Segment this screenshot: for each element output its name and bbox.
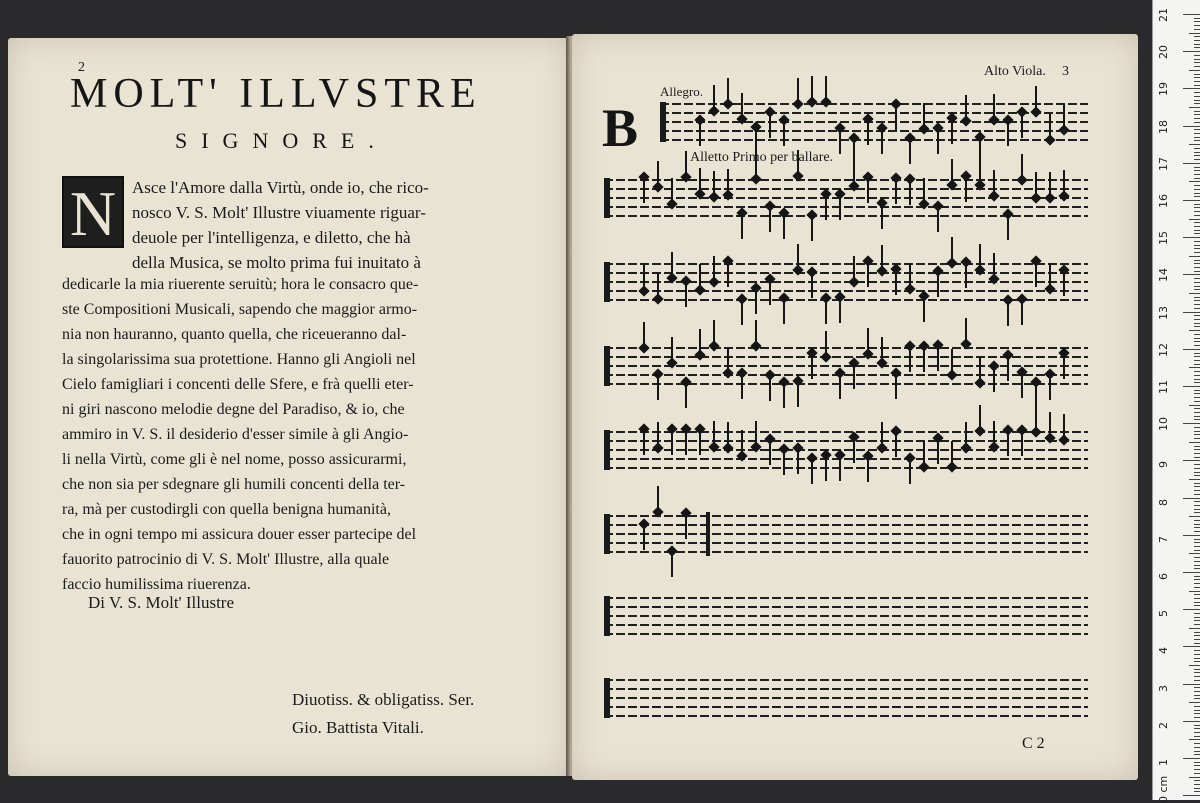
text-line: che in ogni tempo mi assicura douer esser partecipe del <box>62 526 417 543</box>
ruler-minor-tick <box>1194 21 1200 22</box>
page-title: MOLT' ILLVSTRE <box>70 71 482 117</box>
ruler-minor-tick <box>1194 747 1200 748</box>
ruler-tick <box>1183 386 1200 387</box>
ruler-minor-tick <box>1194 241 1200 242</box>
ruler-minor-tick <box>1194 710 1200 711</box>
ruler-minor-tick <box>1194 728 1200 729</box>
text-line: che non sia per sdegnare gli humili concenti della ter- <box>62 476 406 493</box>
staff <box>604 237 1088 326</box>
ruler-minor-tick <box>1194 36 1200 37</box>
ruler-minor-tick <box>1194 524 1200 525</box>
ruler-tick <box>1183 312 1200 313</box>
ruler-minor-tick <box>1194 784 1200 785</box>
ruler-minor-tick <box>1194 248 1200 249</box>
ruler-minor-tick <box>1194 390 1200 391</box>
ruler-minor-tick <box>1194 338 1200 339</box>
ruler-minor-tick <box>1194 565 1200 566</box>
ruler-minor-tick <box>1194 289 1200 290</box>
ruler-minor-tick <box>1194 408 1200 409</box>
text-line: Asce l'Amore dalla Virtù, onde io, che rico- <box>132 178 429 197</box>
ruler-minor-tick <box>1194 706 1200 707</box>
ruler-minor-tick <box>1189 405 1200 406</box>
ruler-number: 4 <box>1157 647 1170 655</box>
ruler-minor-tick <box>1194 472 1200 473</box>
ruler-minor-tick <box>1194 114 1200 115</box>
ruler-minor-tick <box>1194 92 1200 93</box>
ruler-minor-tick <box>1194 661 1200 662</box>
ruler-minor-tick <box>1194 18 1200 19</box>
ruler-minor-tick <box>1194 252 1200 253</box>
ruler-minor-tick <box>1194 74 1200 75</box>
ruler-minor-tick <box>1194 118 1200 119</box>
ruler-minor-tick <box>1194 579 1200 580</box>
ruler-minor-tick <box>1194 725 1200 726</box>
ruler-minor-tick <box>1194 152 1200 153</box>
ruler-minor-tick <box>1194 765 1200 766</box>
text-line: deuole per l'intelligenza, e diletto, che hà <box>132 228 411 247</box>
ruler-minor-tick <box>1194 193 1200 194</box>
printer-signature: C 2 <box>1022 735 1045 752</box>
decorated-initial: N <box>62 176 124 248</box>
ruler-minor-tick <box>1194 189 1200 190</box>
measurement-ruler <box>1152 0 1200 803</box>
ruler-minor-tick <box>1194 323 1200 324</box>
ruler-minor-tick <box>1194 672 1200 673</box>
ruler-tick <box>1183 274 1200 275</box>
ruler-minor-tick <box>1194 490 1200 491</box>
ruler-minor-tick <box>1194 393 1200 394</box>
ruler-minor-tick <box>1194 286 1200 287</box>
ruler-minor-tick <box>1194 326 1200 327</box>
ruler-minor-tick <box>1194 438 1200 439</box>
ruler-minor-tick <box>1194 148 1200 149</box>
ruler-minor-tick <box>1194 613 1200 614</box>
ruler-minor-tick <box>1194 345 1200 346</box>
text-line: ste Compositioni Musicali, sapendo che maggior armo- <box>62 301 418 318</box>
ruler-minor-tick <box>1194 501 1200 502</box>
ruler-minor-tick <box>1194 271 1200 272</box>
ruler-minor-tick <box>1194 185 1200 186</box>
ruler-minor-tick <box>1194 100 1200 101</box>
dance-title: Alletto Primo per ballare. <box>690 150 834 165</box>
ruler-minor-tick <box>1194 222 1200 223</box>
ruler-minor-tick <box>1194 486 1200 487</box>
ruler-minor-tick <box>1194 419 1200 420</box>
ruler-number: 21 <box>1157 8 1170 22</box>
ruler-minor-tick <box>1194 178 1200 179</box>
ruler-minor-tick <box>1194 47 1200 48</box>
ruler-minor-tick <box>1194 676 1200 677</box>
text-line: faccio humilissima riuerenza. <box>62 576 251 593</box>
ruler-number: 15 <box>1157 231 1170 246</box>
ruler-minor-tick <box>1194 40 1200 41</box>
ruler-number: 12 <box>1157 342 1170 357</box>
text-line: della Musica, se molto prima fui inuitato à <box>132 253 421 272</box>
staff <box>604 678 1088 718</box>
ruler-minor-tick <box>1194 230 1200 231</box>
ruler-minor-tick <box>1194 122 1200 123</box>
ruler-minor-tick <box>1194 379 1200 380</box>
ruler-minor-tick <box>1194 278 1200 279</box>
ruler-minor-tick <box>1194 334 1200 335</box>
ruler-minor-tick <box>1194 356 1200 357</box>
ruler-minor-tick <box>1194 155 1200 156</box>
ruler-minor-tick <box>1194 434 1200 435</box>
ruler-minor-tick <box>1194 531 1200 532</box>
ruler-minor-tick <box>1189 665 1200 666</box>
ruler-minor-tick <box>1194 561 1200 562</box>
text-line: fauorito patrocinio di V. S. Molt' Illustre, alla quale <box>62 551 390 568</box>
voice-letter: B <box>602 98 639 158</box>
ruler-minor-tick <box>1194 788 1200 789</box>
ruler-minor-tick <box>1194 717 1200 718</box>
ruler-minor-tick <box>1194 263 1200 264</box>
ruler-minor-tick <box>1194 512 1200 513</box>
left-page-number: 2 <box>78 60 85 75</box>
ruler-minor-tick <box>1194 260 1200 261</box>
ruler-minor-tick <box>1189 107 1200 108</box>
ruler-number: 6 <box>1157 573 1170 580</box>
ruler-tick <box>1183 572 1200 573</box>
ruler-minor-tick <box>1194 446 1200 447</box>
ruler-minor-tick <box>1194 397 1200 398</box>
ruler-minor-tick <box>1194 546 1200 547</box>
ruler-minor-tick <box>1194 468 1200 469</box>
ruler-tick <box>1183 646 1200 647</box>
ruler-minor-tick <box>1194 650 1200 651</box>
ruler-number: 10 <box>1157 417 1170 432</box>
ruler-minor-tick <box>1194 680 1200 681</box>
ruler-minor-tick <box>1194 401 1200 402</box>
ruler-number: 11 <box>1157 380 1170 394</box>
ruler-minor-tick <box>1194 732 1200 733</box>
signature-line: Diuotiss. & obligatiss. Ser. <box>292 690 475 709</box>
ruler-minor-tick <box>1194 77 1200 78</box>
ruler-minor-tick <box>1194 282 1200 283</box>
ruler-number: 3 <box>1157 684 1170 692</box>
clef-mark <box>604 178 610 218</box>
ruler-minor-tick <box>1194 137 1200 138</box>
clef-mark <box>604 346 610 386</box>
ruler-minor-tick <box>1194 542 1200 543</box>
ruler-minor-tick <box>1189 628 1200 629</box>
ruler-minor-tick <box>1194 751 1200 752</box>
ruler-minor-tick <box>1194 568 1200 569</box>
ruler-minor-tick <box>1194 635 1200 636</box>
ruler-minor-tick <box>1194 25 1200 26</box>
ruler-tick <box>1183 423 1200 424</box>
ruler-tick <box>1183 14 1200 15</box>
ruler-minor-tick <box>1194 300 1200 301</box>
ruler-minor-tick <box>1194 453 1200 454</box>
ruler-minor-tick <box>1194 594 1200 595</box>
ruler-minor-tick <box>1194 427 1200 428</box>
ruler-minor-tick <box>1194 44 1200 45</box>
ruler-minor-tick <box>1194 211 1200 212</box>
ruler-minor-tick <box>1194 431 1200 432</box>
ruler-number: 13 <box>1157 305 1170 320</box>
ruler-minor-tick <box>1194 658 1200 659</box>
ruler-tick <box>1183 460 1200 461</box>
staff <box>604 596 1088 636</box>
ruler-number: 20 <box>1157 45 1170 60</box>
ruler-minor-tick <box>1189 144 1200 145</box>
ruler-minor-tick <box>1194 632 1200 633</box>
tempo-marking: Allegro. <box>660 84 703 99</box>
ruler-tick <box>1183 684 1200 685</box>
ruler-minor-tick <box>1189 516 1200 517</box>
ruler-minor-tick <box>1194 620 1200 621</box>
ruler-minor-tick <box>1194 174 1200 175</box>
ruler-minor-tick <box>1194 297 1200 298</box>
ruler-minor-tick <box>1194 698 1200 699</box>
ruler-number: 16 <box>1157 194 1170 208</box>
ruler-minor-tick <box>1194 111 1200 112</box>
ruler-minor-tick <box>1194 754 1200 755</box>
clef-mark <box>604 430 610 470</box>
clef-mark <box>604 678 610 718</box>
ruler-minor-tick <box>1194 204 1200 205</box>
right-page-number: 3 <box>1062 64 1069 79</box>
text-line: ammiro in V. S. il desiderio d'esser simile à gli Angio- <box>62 426 409 443</box>
ruler-minor-tick <box>1194 59 1200 60</box>
ruler-minor-tick <box>1194 527 1200 528</box>
ruler-minor-tick <box>1189 479 1200 480</box>
ruler-minor-tick <box>1194 520 1200 521</box>
ruler-minor-tick <box>1194 669 1200 670</box>
clef-mark <box>604 596 610 636</box>
ruler-tick <box>1183 721 1200 722</box>
ruler-minor-tick <box>1194 341 1200 342</box>
ruler-minor-tick <box>1189 591 1200 592</box>
ruler-tick <box>1183 126 1200 127</box>
staff <box>604 318 1088 408</box>
ruler-minor-tick <box>1194 353 1200 354</box>
ruler-minor-tick <box>1194 308 1200 309</box>
signature-name: Gio. Battista Vitali. <box>292 718 424 737</box>
ruler-tick <box>1183 200 1200 201</box>
ruler-number: 18 <box>1157 119 1170 134</box>
ruler-minor-tick <box>1194 267 1200 268</box>
ruler-minor-tick <box>1194 773 1200 774</box>
ruler-minor-tick <box>1194 643 1200 644</box>
ruler-number: 19 <box>1157 82 1170 97</box>
ruler-number: 1 <box>1157 759 1170 766</box>
ruler-minor-tick <box>1194 66 1200 67</box>
ruler-minor-tick <box>1194 539 1200 540</box>
ruler-minor-tick <box>1194 215 1200 216</box>
ruler-number: 2 <box>1157 721 1170 729</box>
ruler-minor-tick <box>1194 85 1200 86</box>
ruler-minor-tick <box>1194 464 1200 465</box>
ruler-number: 7 <box>1157 535 1170 543</box>
ruler-tick <box>1183 795 1200 796</box>
ruler-minor-tick <box>1194 382 1200 383</box>
ruler-minor-tick <box>1189 293 1200 294</box>
ruler-tick <box>1183 609 1200 610</box>
ruler-minor-tick <box>1194 598 1200 599</box>
ruler-minor-tick <box>1189 219 1200 220</box>
ruler-minor-tick <box>1194 360 1200 361</box>
ruler-number: 8 <box>1157 498 1170 506</box>
text-line: dedicarle la mia riuerente seruitù; hora le consacro que- <box>62 276 419 293</box>
ruler-number: 5 <box>1157 610 1170 618</box>
ruler-minor-tick <box>1189 70 1200 71</box>
ruler-minor-tick <box>1194 304 1200 305</box>
ruler-minor-tick <box>1194 475 1200 476</box>
staff <box>604 486 1088 577</box>
ruler-minor-tick <box>1194 364 1200 365</box>
ruler-minor-tick <box>1194 167 1200 168</box>
ruler-minor-tick <box>1189 181 1200 182</box>
clef-mark <box>604 514 610 554</box>
ruler-minor-tick <box>1194 713 1200 714</box>
ruler-minor-tick <box>1194 762 1200 763</box>
ruler-number: 9 <box>1157 461 1170 469</box>
ruler-minor-tick <box>1194 103 1200 104</box>
ruler-minor-tick <box>1194 245 1200 246</box>
ruler-minor-tick <box>1194 129 1200 130</box>
ruler-minor-tick <box>1194 687 1200 688</box>
ruler-minor-tick <box>1194 207 1200 208</box>
ruler-tick <box>1183 758 1200 759</box>
ruler-minor-tick <box>1194 769 1200 770</box>
ruler-minor-tick <box>1194 81 1200 82</box>
ruler-minor-tick <box>1194 375 1200 376</box>
ruler-minor-tick <box>1194 412 1200 413</box>
ruler-minor-tick <box>1189 33 1200 34</box>
ruler-minor-tick <box>1194 96 1200 97</box>
ruler-minor-tick <box>1194 583 1200 584</box>
ruler-minor-tick <box>1194 133 1200 134</box>
ruler-minor-tick <box>1189 777 1200 778</box>
ruler-tick <box>1183 237 1200 238</box>
ruler-tick <box>1183 498 1200 499</box>
ruler-minor-tick <box>1194 416 1200 417</box>
part-name: Alto Viola. <box>984 64 1046 79</box>
ruler-minor-tick <box>1194 483 1200 484</box>
ruler-tick <box>1183 349 1200 350</box>
text-line: li nella Virtù, come gli è nel nome, posso assicurarmi, <box>62 451 407 468</box>
ruler-minor-tick <box>1194 509 1200 510</box>
ruler-minor-tick <box>1189 702 1200 703</box>
ruler-minor-tick <box>1194 587 1200 588</box>
clef-mark <box>604 262 610 302</box>
ruler-minor-tick <box>1194 449 1200 450</box>
ruler-minor-tick <box>1194 170 1200 171</box>
ruler-minor-tick <box>1194 371 1200 372</box>
ruler-minor-tick <box>1194 780 1200 781</box>
ruler-minor-tick <box>1194 602 1200 603</box>
ruler-minor-tick <box>1194 617 1200 618</box>
text-line: Cielo famigliari i concenti delle Sfere, e frà quelli eter- <box>62 376 414 393</box>
ruler-minor-tick <box>1194 196 1200 197</box>
ruler-minor-tick <box>1194 319 1200 320</box>
staff <box>604 405 1088 484</box>
ruler-minor-tick <box>1189 256 1200 257</box>
ruler-minor-tick <box>1194 140 1200 141</box>
ruler-minor-tick <box>1194 55 1200 56</box>
ruler-minor-tick <box>1194 457 1200 458</box>
ruler-minor-tick <box>1194 654 1200 655</box>
ruler-minor-tick <box>1194 605 1200 606</box>
text-line: la singolarissima sua protettione. Hanno gli Angioli nel <box>62 351 416 368</box>
ruler-number: 0 cm <box>1157 775 1170 803</box>
ruler-tick <box>1183 51 1200 52</box>
ruler-number: 14 <box>1157 268 1170 283</box>
ruler-number: 17 <box>1157 156 1170 171</box>
ruler-minor-tick <box>1194 791 1200 792</box>
staff <box>660 76 1088 164</box>
ruler-minor-tick <box>1194 695 1200 696</box>
ruler-minor-tick <box>1189 553 1200 554</box>
ruler-minor-tick <box>1194 736 1200 737</box>
text-line: ni giri nascono melodie degne del Paradiso, & io, che <box>62 401 405 418</box>
ruler-minor-tick <box>1189 739 1200 740</box>
ruler-minor-tick <box>1194 557 1200 558</box>
final-barline <box>706 512 710 556</box>
ruler-minor-tick <box>1194 691 1200 692</box>
ruler-minor-tick <box>1194 576 1200 577</box>
ruler-minor-tick <box>1194 624 1200 625</box>
text-line: ra, mà per custodirgli con quella benigna humanità, <box>62 501 391 518</box>
ruler-minor-tick <box>1189 442 1200 443</box>
signoff: Di V. S. Molt' Illustre <box>88 593 235 612</box>
ruler-minor-tick <box>1194 550 1200 551</box>
ruler-minor-tick <box>1189 367 1200 368</box>
clef-mark <box>660 102 666 142</box>
ruler-minor-tick <box>1194 226 1200 227</box>
ruler-minor-tick <box>1194 743 1200 744</box>
ruler-tick <box>1183 535 1200 536</box>
ruler-minor-tick <box>1194 505 1200 506</box>
ruler-tick <box>1183 88 1200 89</box>
page-subtitle: SIGNORE. <box>175 128 388 153</box>
ruler-minor-tick <box>1189 330 1200 331</box>
ruler-minor-tick <box>1194 233 1200 234</box>
ruler-minor-tick <box>1194 159 1200 160</box>
text-line: nia non hauranno, quanto quella, che riceueranno dal- <box>62 326 407 343</box>
ruler-tick <box>1183 163 1200 164</box>
ruler-minor-tick <box>1194 315 1200 316</box>
text-line: nosco V. S. Molt' Illustre viuamente riguar- <box>132 203 426 222</box>
ruler-minor-tick <box>1194 62 1200 63</box>
ruler-minor-tick <box>1194 494 1200 495</box>
ruler-minor-tick <box>1194 639 1200 640</box>
ruler-minor-tick <box>1194 29 1200 30</box>
staff <box>604 150 1088 241</box>
